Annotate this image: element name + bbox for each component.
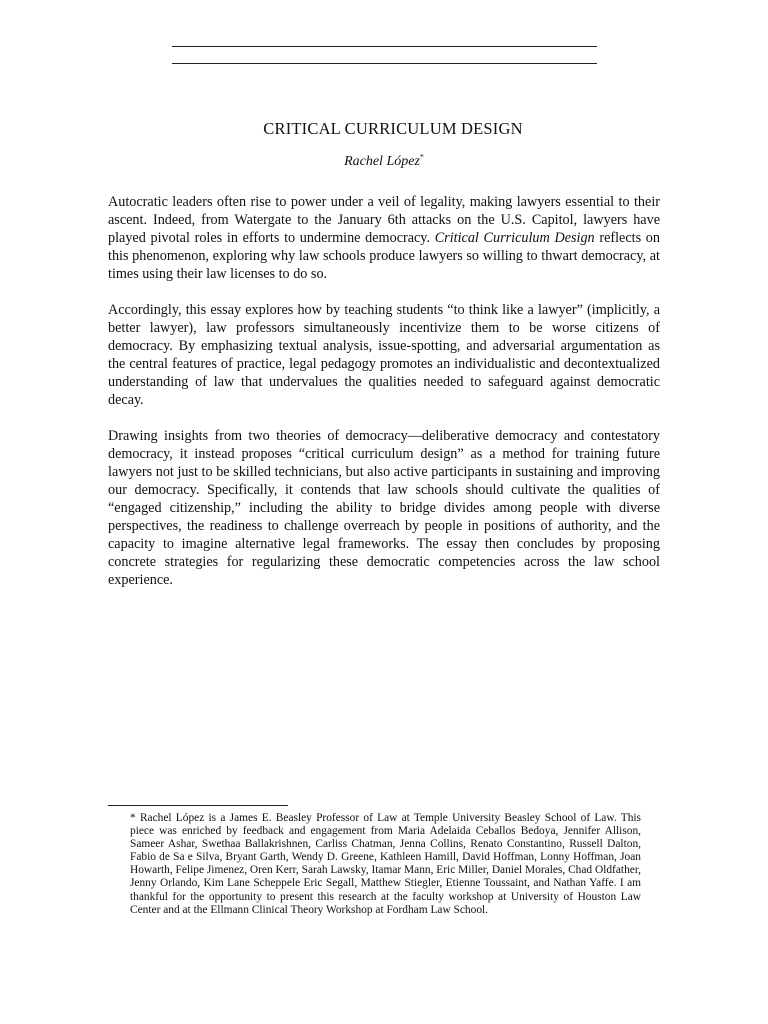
author-name: Rachel López bbox=[344, 154, 420, 169]
header-rule-top bbox=[172, 46, 597, 47]
footnote-separator bbox=[108, 805, 288, 806]
abstract-p1-text-before: Autocratic leaders often rise to power under a veil of legality, making lawyers essential to their ascent. Indeed, from Watergate to the January 6th attacks on the U.S. Capitol, lawyers have played pivotal roles in efforts to undermine democracy. bbox=[108, 194, 660, 246]
abstract-paragraph-1 bbox=[108, 193, 660, 283]
paper-title: CRITICAL CURRICULUM DESIGN bbox=[263, 119, 523, 138]
abstract-p1-italic-title: Critical Curriculum Design bbox=[434, 230, 595, 246]
abstract-paragraph-2: Accordingly, this essay explores how by teaching students “to think like a lawyer” (implicitly, a better lawyer), law professors simultaneously incentivize them to be worse citizens of democracy. By emphasizing textual analysis, issue-spotting, and adversarial argumentation as the central features of practice, legal pedagogy promotes an individualistic and decontextualized understanding of law that undervalues the qualities needed to safeguard against democratic decay. bbox=[108, 302, 660, 408]
abstract bbox=[108, 193, 660, 607]
author-footnote-marker: * bbox=[419, 152, 424, 162]
header-rule-bottom bbox=[172, 63, 597, 64]
abstract-p1-text-after: reflects on this phenomenon, exploring why law schools produce lawyers so willing to thwart democracy, at times using their law licenses to do so. bbox=[108, 230, 660, 282]
author-footnote: * Rachel López is a James E. Beasley Professor of Law at Temple University Beasley School of Law. This piece was enriched by feedback and engagement from Maria Adelaida Ceballos Bedoya, Jennifer Allison, Sameer Ashar, Swethaa Ballakrishnen, Carliss Chatman, Jenna Collins, Renato Constantino, Russell Dalton, Fabio de Sa e Silva, Bryant Garth, Wendy D. Greene, Kathleen Hamill, David Hoffman, Lonny Hoffman, Joan Howarth, Felipe Jimenez, Oren Kerr, Sarah Lawsky, Itamar Mann, Eric Miller, Daniel Morales, Chad Oldfather, Jenny Orlando, Kim Lane Scheppele Eric Segall, Matthew Stiegler, Etienne Toussaint, and Nathan Yaffe. I am thankful for the opportunity to present this research at the faculty workshop at University of Houston Law Center and at the Ellmann Clinical Theory Workshop at Fordham Law School. bbox=[130, 812, 641, 916]
author-byline bbox=[0, 154, 768, 170]
abstract-paragraph-3: Drawing insights from two theories of democracy—deliberative democracy and contestatory democracy, it instead proposes “critical curriculum design” as a method for training future lawyers not just to be skilled technicians, but also active participants in sustaining and improving our democracy. Specifically, it contends that law schools should cultivate the qualities of “engaged citizenship,” including the ability to bridge divides among people with diverse perspectives, the readiness to challenge overreach by people in positions of authority, and the capacity to imagine alternative legal frameworks. The essay then concludes by proposing concrete strategies for regularizing these democratic competencies across the law school experience. bbox=[108, 428, 660, 588]
